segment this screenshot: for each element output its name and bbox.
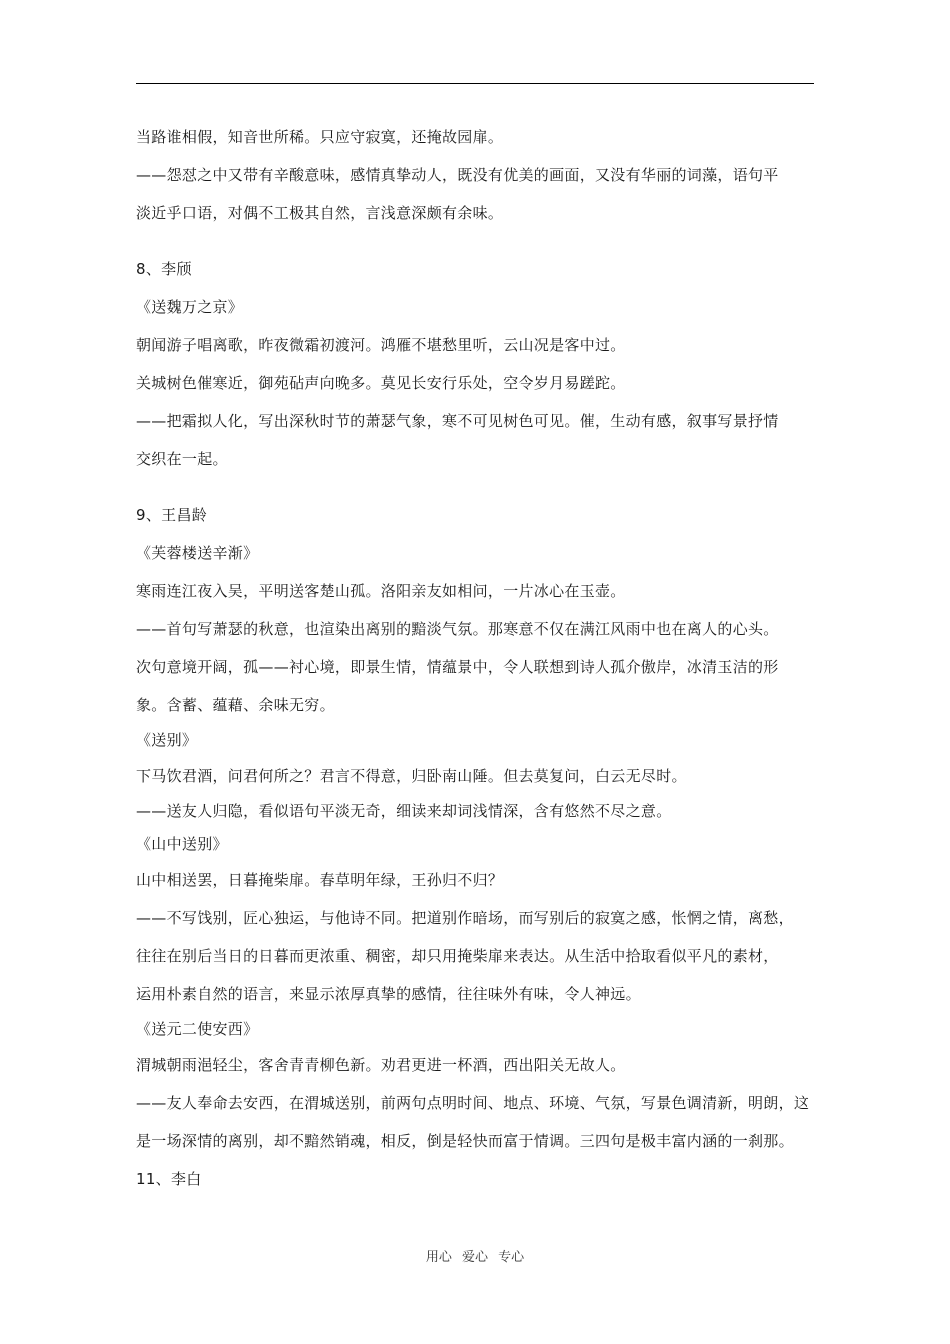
poem-line: 寒雨连江夜入吴，平明送客楚山孤。洛阳亲友如相问，一片冰心在玉壶。 xyxy=(136,582,626,600)
poem-line: 关城树色催寒近，御苑砧声向晚多。莫见长安行乐处，空令岁月易蹉跎。 xyxy=(136,374,626,392)
poem-line: 下马饮君酒，问君何所之？君言不得意，归卧南山陲。但去莫复问，白云无尽时。 xyxy=(136,767,687,785)
commentary-line: 运用朴素自然的语言，来显示浓厚真挚的感情，往往味外有味，令人神远。 xyxy=(136,985,641,1003)
poem-line: 朝闻游子唱离歌，昨夜微霜初渡河。鸿雁不堪愁里听，云山况是客中过。 xyxy=(136,336,626,354)
section-heading-li-qi: 8、李颀 xyxy=(136,260,192,278)
commentary-line: ——送友人归隐，看似语句平淡无奇，细读来却词浅情深，含有悠然不尽之意。 xyxy=(136,802,672,820)
poem-title: 《送元二使安西》 xyxy=(136,1020,259,1038)
commentary-line: 次句意境开阔，孤——衬心境，即景生情，情蕴景中，令人联想到诗人孤介傲岸，冰清玉洁的形 xyxy=(136,658,779,676)
poem-line: 渭城朝雨浥轻尘，客舍青青柳色新。劝君更进一杯酒，西出阳关无故人。 xyxy=(136,1056,626,1074)
commentary-line: ——不写饯别，匠心独运，与他诗不同。把道别作暗场，而写别后的寂寞之感，怅惘之情，离愁， xyxy=(136,909,794,927)
commentary-line: 淡近乎口语，对偶不工极其自然，言浅意深颇有余味。 xyxy=(136,204,504,222)
section-heading-wang-changling: 9、王昌龄 xyxy=(136,506,208,524)
commentary-line: 象。含蓄、蕴藉、余味无穷。 xyxy=(136,696,335,714)
poem-title: 《送别》 xyxy=(136,731,198,749)
poem-title: 《送魏万之京》 xyxy=(136,298,244,316)
commentary-line: ——怨怼之中又带有辛酸意味，感情真挚动人，既没有优美的画面，又没有华丽的词藻，语句平 xyxy=(136,166,779,184)
page-footer: 用心 爱心 专心 xyxy=(425,1250,525,1265)
commentary-line: 往往在别后当日的日暮而更浓重、稠密，却只用掩柴扉来表达。从生活中拾取看似平凡的素材， xyxy=(136,947,779,965)
poem-line: 当路谁相假，知音世所稀。只应守寂寞，还掩故园扉。 xyxy=(136,128,504,146)
commentary-line: 是一场深情的离别，却不黯然销魂，相反，倒是轻快而富于情调。三四句是极丰富内涵的一刹那。 xyxy=(136,1132,794,1150)
poem-line: 山中相送罢，日暮掩柴扉。春草明年绿，王孙归不归？ xyxy=(136,871,504,889)
poem-title: 《芙蓉楼送辛渐》 xyxy=(136,544,259,562)
commentary-line: 交织在一起。 xyxy=(136,450,228,468)
document-body xyxy=(136,118,826,1198)
commentary-line: ——把霜拟人化，写出深秋时节的萧瑟气象，寒不可见树色可见。催，生动有感，叙事写景抒情 xyxy=(136,412,779,430)
section-heading-li-bai: 11、李白 xyxy=(136,1170,202,1188)
poem-title: 《山中送别》 xyxy=(136,835,228,853)
commentary-line: ——友人奉命去安西，在渭城送别，前两句点明时间、地点、环境、气氛，写景色调清新，明朗，这 xyxy=(136,1094,810,1112)
commentary-line: ——首句写萧瑟的秋意，也渲染出离别的黯淡气氛。那寒意不仅在满江风雨中也在离人的心头。 xyxy=(136,620,779,638)
header-rule xyxy=(136,83,814,84)
